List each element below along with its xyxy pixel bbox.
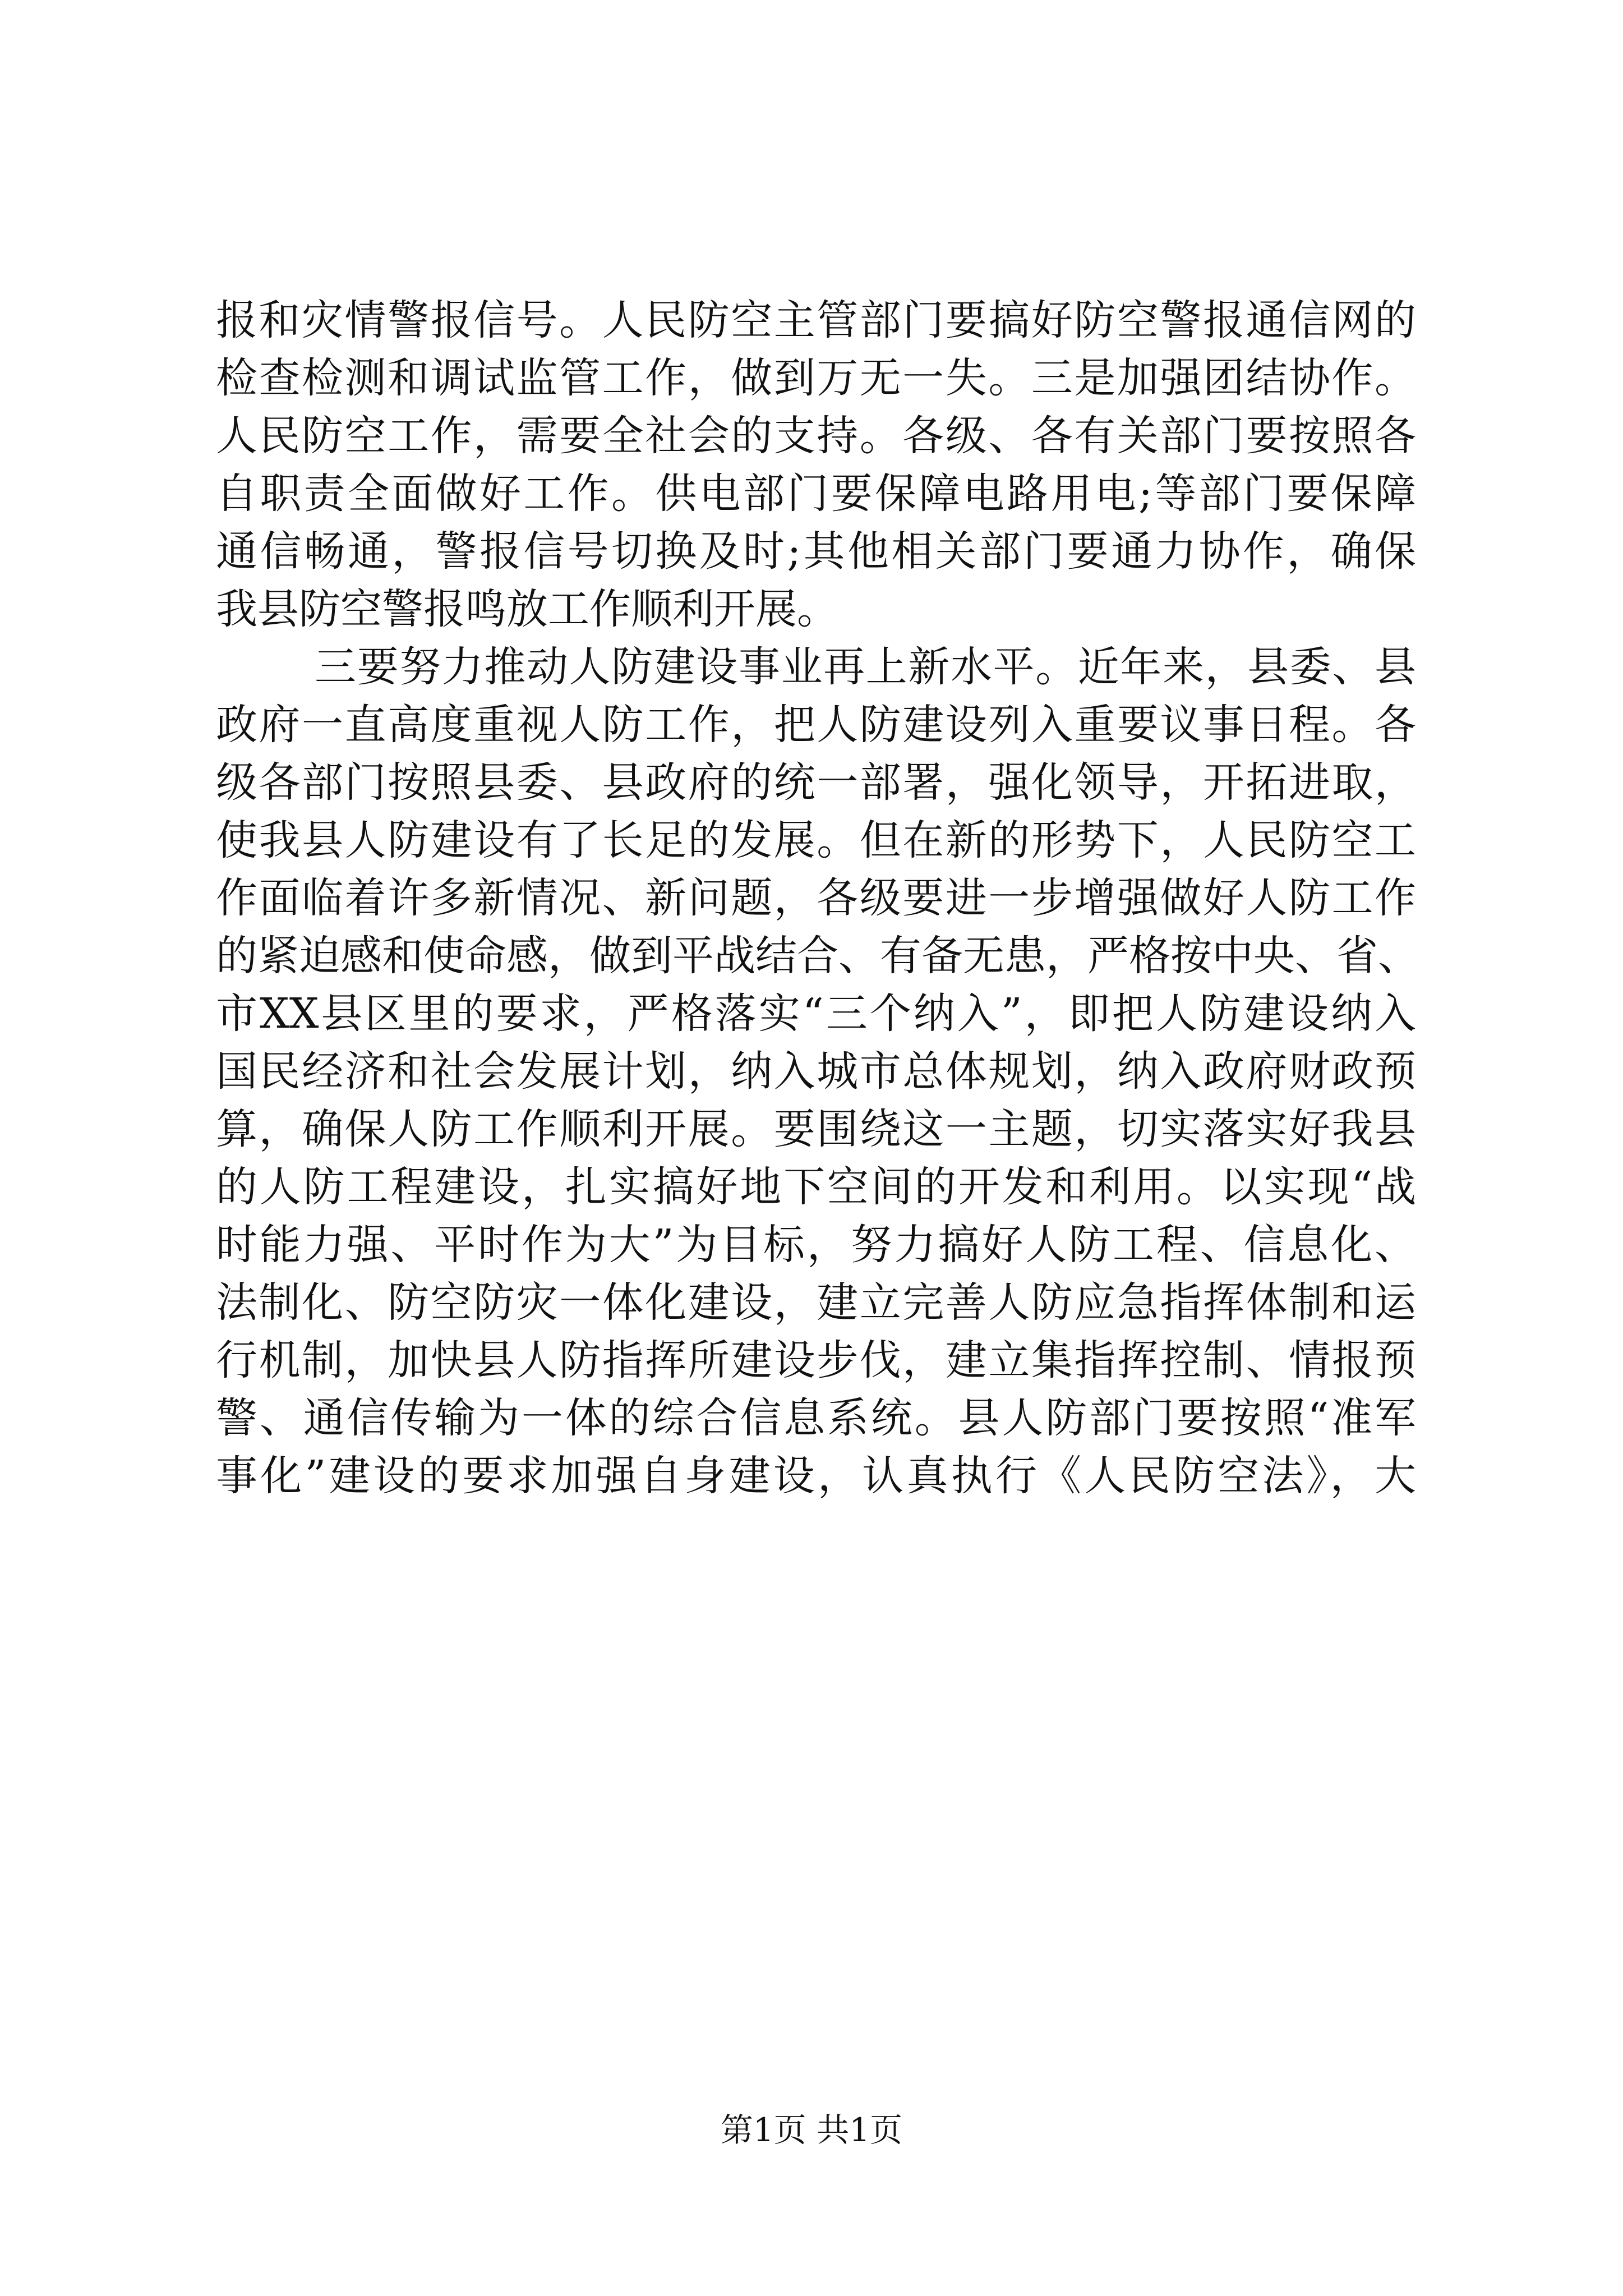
page-footer: 第1页 共1页 — [720, 2111, 903, 2149]
text-line: 事化”建设的要求加强自身建设，认真执行《人民防空法》，大 — [216, 1452, 1416, 1500]
text-line: 政府一直高度重视人防工作，把人防建设列入重要议事日程。各 — [216, 701, 1416, 749]
paragraph-first-line: 三要努力推动人防建设事业再上新水平。近年来，县委、县 — [315, 643, 1416, 691]
text-line: 的紧迫感和使命感，做到平战结合、有备无患，严格按中央、省、 — [216, 932, 1419, 980]
text-line: 算，确保人防工作顺利开展。要围绕这一主题，切实落实好我县 — [216, 1105, 1416, 1153]
text-line: 报和灾情警报信号。人民防空主管部门要搞好防空警报通信网的 — [216, 296, 1416, 344]
text-line: 国民经济和社会发展计划，纳入城市总体规划，纳入政府财政预 — [216, 1047, 1416, 1096]
text-line: 检查检测和调试监管工作，做到万无一失。三是加强团结协作。 — [216, 354, 1416, 402]
text-line: 通信畅通，警报信号切换及时;其他相关部门要通力协作，确保 — [216, 527, 1416, 576]
text-line: 人民防空工作，需要全社会的支持。各级、各有关部门要按照各 — [216, 412, 1416, 460]
text-line: 时能力强、平时作为大”为目标，努力搞好人防工程、信息化、 — [216, 1221, 1416, 1269]
text-line: 的人防工程建设，扎实搞好地下空间的开发和利用。以实现“战 — [216, 1163, 1416, 1211]
text-line: 使我县人防建设有了长足的发展。但在新的形势下，人民防空工 — [216, 816, 1416, 864]
text-line: 法制化、防空防灾一体化建设，建立完善人防应急指挥体制和运 — [216, 1278, 1416, 1327]
text-line: 级各部门按照县委、县政府的统一部署，强化领导，开拓进取， — [216, 758, 1416, 807]
text-line: 自职责全面做好工作。供电部门要保障电路用电;等部门要保障 — [216, 470, 1416, 518]
text-line: 我县防空警报鸣放工作顺利开展。 — [216, 585, 838, 633]
text-line: 警、通信传输为一体的综合信息系统。县人防部门要按照“准军 — [216, 1394, 1416, 1442]
text-line: 市XX县区里的要求，严格落实“三个纳入”，即把人防建设纳入 — [216, 990, 1416, 1038]
body-text — [216, 292, 1419, 1505]
text-line: 作面临着许多新情况、新问题，各级要进一步增强做好人防工作 — [216, 874, 1416, 922]
text-line: 行机制，加快县人防指挥所建设步伐，建立集指挥控制、情报预 — [216, 1336, 1416, 1384]
